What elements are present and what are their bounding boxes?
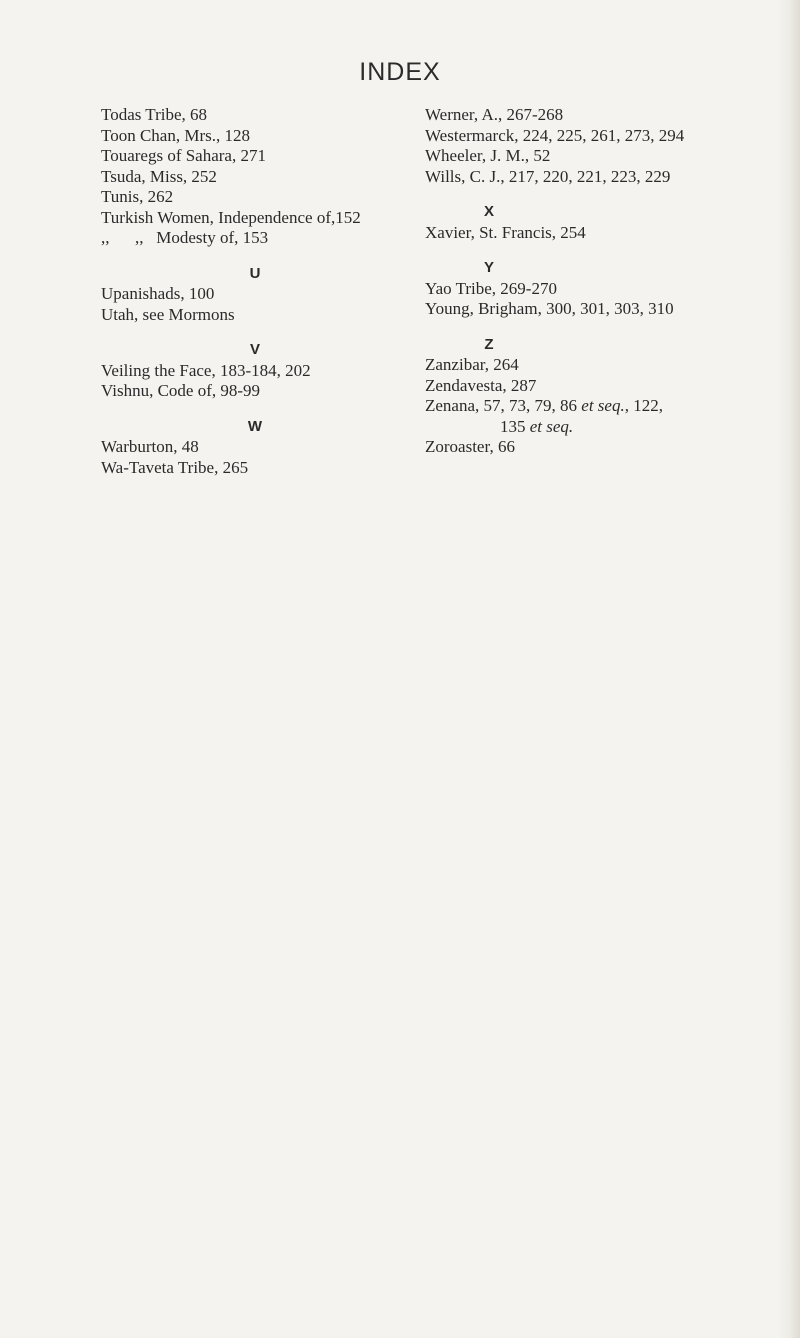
entry-italic-text: et seq. [581,396,625,415]
page-edge [778,0,800,1338]
entry-text: 135 [500,416,530,436]
index-entry: Young, Brigham, 300, 301, 303, 310 [425,299,674,318]
index-entry: Wa-Taveta Tribe, 265 [101,457,249,477]
page-title: INDEX [359,58,441,86]
section-letter-v: V [249,341,260,358]
index-entry: ,, ,, Modesty of, 153 [101,228,269,247]
index-entry: Vishnu, Code of, 98-99 [101,381,261,400]
section-letter-w: W [247,417,263,435]
entry-text: , 122, [624,396,663,415]
index-entry: Todas Tribe, 68 [101,105,208,124]
index-entry-continuation [425,417,770,438]
section-letter-x: X [483,203,494,220]
index-entry: Veiling the Face, 183-184, 202 [101,360,311,380]
index-entry: Zoroaster, 66 [425,437,515,456]
index-entry: Warburton, 48 [101,437,199,456]
index-entry: Utah, see Mormons [101,304,235,324]
index-entry: Tsuda, Miss, 252 [101,166,217,186]
index-entry: Touaregs of Sahara, 271 [101,146,266,165]
index-entry-zenana [425,396,770,417]
index-entry: Zendavesta, 287 [425,375,537,395]
index-entry: Wheeler, J. M., 52 [425,146,551,165]
index-column-left [101,105,446,478]
index-entry: Westermarck, 224, 225, 261, 273, 294 [425,125,685,145]
index-entry: Zanzibar, 264 [425,355,519,374]
index-entry: Wills, C. J., 217, 220, 221, 223, 229 [425,166,671,186]
index-entry: Xavier, St. Francis, 254 [425,222,586,242]
section-letter-z: Z [484,335,494,353]
index-entry: Turkish Women, Independence of,152 [101,207,361,227]
index-entry: Werner, A., 267-268 [425,105,564,124]
index-entry: Tunis, 262 [101,187,174,206]
index-column-right [425,105,770,458]
section-letter-y: Y [483,259,494,276]
index-entry: Upanishads, 100 [101,284,215,303]
entry-italic-text: et seq. [529,416,574,436]
index-entry: Yao Tribe, 269-270 [425,278,557,298]
index-entry: Toon Chan, Mrs., 128 [101,125,250,145]
section-letter-u: U [249,264,261,282]
entry-text: Zenana, 57, 73, 79, 86 [425,396,582,415]
